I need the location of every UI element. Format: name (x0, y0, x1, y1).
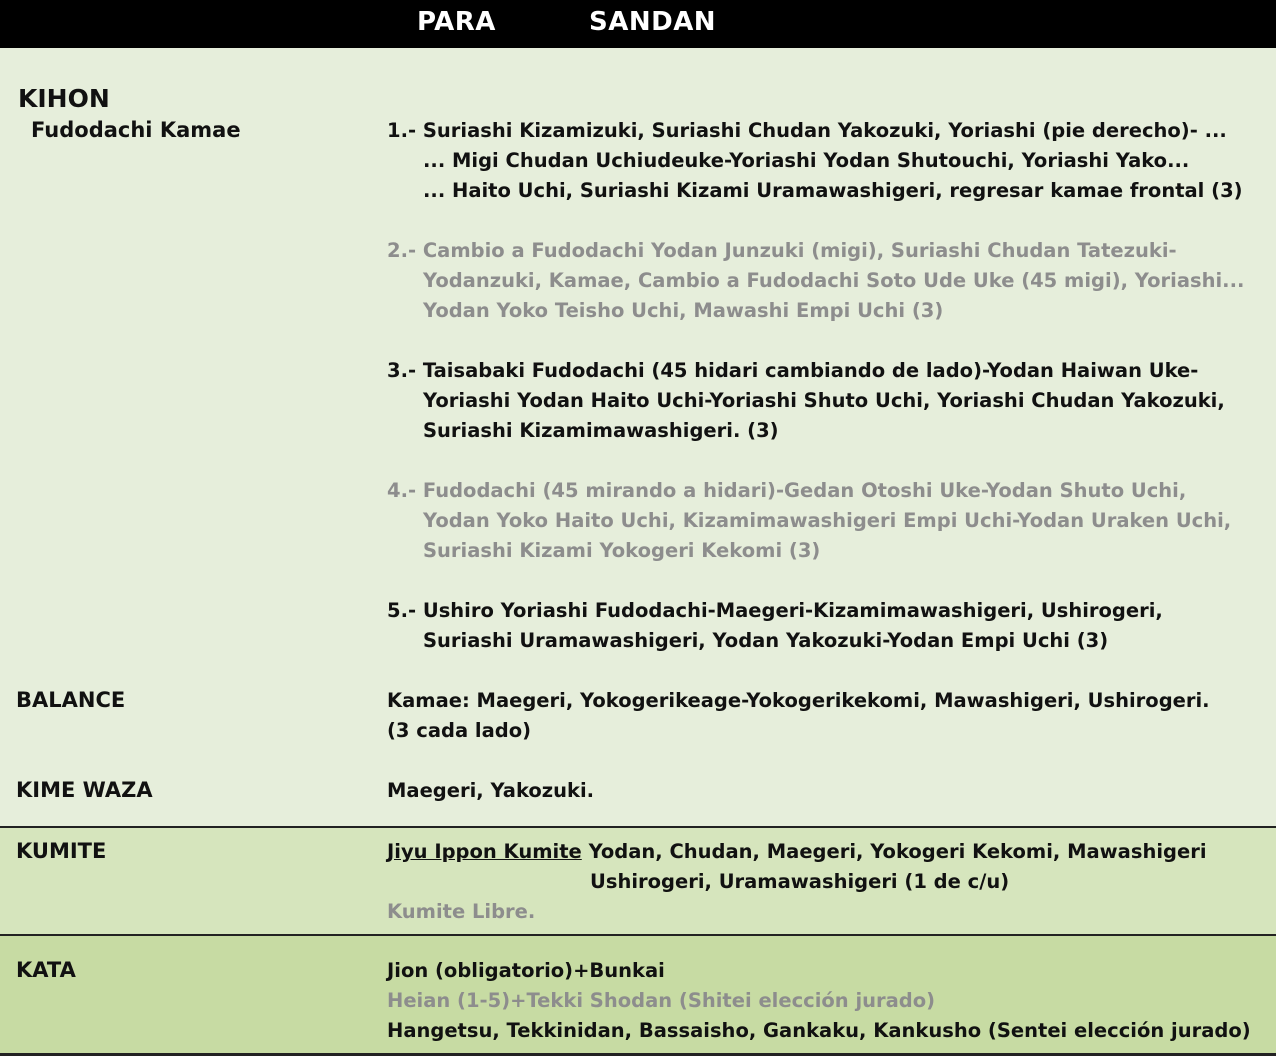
kumite-label: KUMITE (16, 839, 107, 863)
kihon-item-2-line-3: Yodan Yoko Teisho Uchi, Mawashi Empi Uchi (3) (423, 299, 944, 322)
kihon-item-4-line-3: Suriashi Kizami Yokogeri Kekomi (3) (423, 539, 821, 562)
kihon-item-1-line-2: ... Migi Chudan Uchiudeuke-Yoriashi Yodan Shutouchi, Yoriashi Yako... (423, 149, 1190, 172)
kime-waza-label: KIME WAZA (16, 778, 153, 802)
kihon-item-2-line-2: Yodanzuki, Kamae, Cambio a Fudodachi Soto Ude Uke (45 migi), Yoriashi... (423, 269, 1245, 292)
kumite-line-2: Ushirogeri, Uramawashigeri (1 de c/u) (590, 870, 1010, 893)
kihon-item-3-line-1: 3.- Taisabaki Fudodachi (45 hidari cambiando de lado)-Yodan Haiwan Uke- (387, 359, 1199, 382)
kumite-line-1-rest: Yodan, Chudan, Maegeri, Yokogeri Kekomi, Mawashigeri (588, 840, 1207, 863)
kihon-item-1-line-1: 1.- Suriashi Kizamizuki, Suriashi Chudan Yakozuki, Yoriashi (pie derecho)- ... (387, 119, 1227, 142)
kata-line-2: Heian (1-5)+Tekki Shodan (Shitei elección jurado) (387, 989, 936, 1012)
kihon-item-3-line-3: Suriashi Kizamimawashigeri. (3) (423, 419, 779, 442)
jiyu-ippon-kumite-underlined: Jiyu Ippon Kumite (387, 840, 582, 863)
kata-label: KATA (16, 958, 76, 982)
kihon-item-5-line-2: Suriashi Uramawashigeri, Yodan Yakozuki-Yodan Empi Uchi (3) (423, 629, 1109, 652)
kata-line-1: Jion (obligatorio)+Bunkai (387, 959, 665, 982)
header-sandan: SANDAN (589, 7, 717, 37)
header-para: PARA (417, 7, 496, 37)
balance-line-2: (3 cada lado) (387, 719, 532, 742)
kumite-libre: Kumite Libre. (387, 900, 536, 923)
kihon-subtitle: Fudodachi Kamae (31, 118, 241, 142)
kumite-line-1 (387, 837, 1207, 867)
kihon-item-4-line-2: Yodan Yoko Haito Uchi, Kizamimawashigeri Empi Uchi-Yodan Uraken Uchi, (423, 509, 1232, 532)
kihon-title: KIHON (18, 84, 110, 113)
header-bar (0, 0, 1276, 48)
balance-label: BALANCE (16, 688, 126, 712)
kime-waza-text: Maegeri, Yakozuki. (387, 779, 595, 802)
kihon-item-3-line-2: Yoriashi Yodan Haito Uchi-Yoriashi Shuto Uchi, Yoriashi Chudan Yakozuki, (423, 389, 1225, 412)
balance-line-1: Kamae: Maegeri, Yokogerikeage-Yokogerikekomi, Mawashigeri, Ushirogeri. (387, 689, 1210, 712)
kihon-item-2-line-1: 2.- Cambio a Fudodachi Yodan Junzuki (migi), Suriashi Chudan Tatezuki- (387, 239, 1177, 262)
kihon-item-4-line-1: 4.- Fudodachi (45 mirando a hidari)-Gedan Otoshi Uke-Yodan Shuto Uchi, (387, 479, 1187, 502)
kihon-item-1-line-3: ... Haito Uchi, Suriashi Kizami Uramawashigeri, regresar kamae frontal (3) (423, 179, 1243, 202)
kihon-item-5-line-1: 5.- Ushiro Yoriashi Fudodachi-Maegeri-Kizamimawashigeri, Ushirogeri, (387, 599, 1163, 622)
kata-line-3: Hangetsu, Tekkinidan, Bassaisho, Gankaku, Kankusho (Sentei elección jurado) (387, 1019, 1251, 1042)
